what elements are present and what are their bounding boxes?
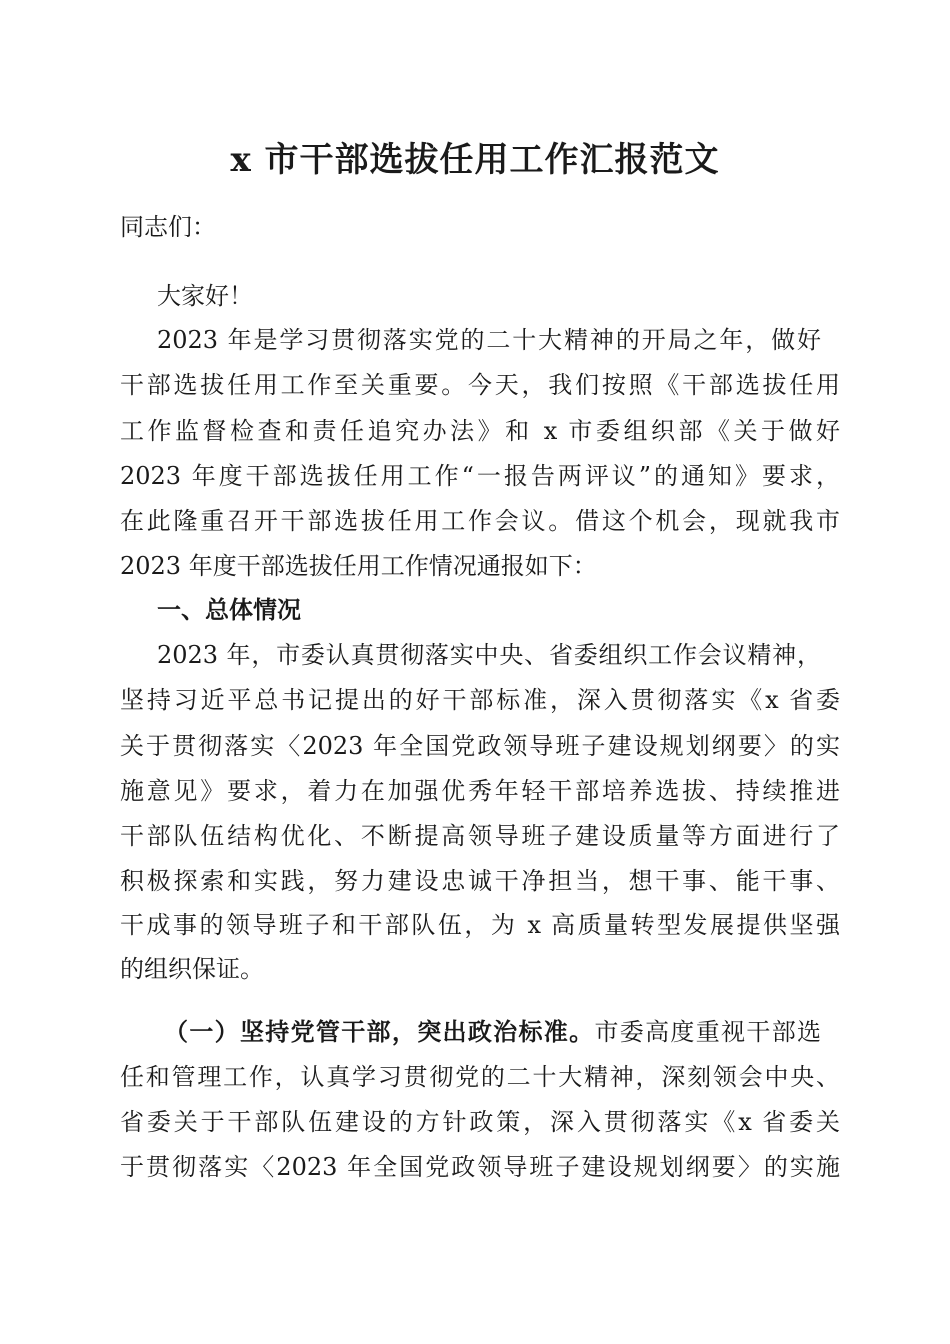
greeting: 大家好！ [157,282,253,310]
intro-line: 2023 年度干部选拔任用工作情况通报如下： [120,552,597,580]
subsection-first-line [164,1009,821,1055]
intro-line: 干部选拔任用工作至关重要。今天，我们按照《干部选拔任用 [120,371,840,399]
section1-line: 坚持习近平总书记提出的好干部标准，深入贯彻落实《x 省委 [120,686,840,714]
subsection-line: 省委关于干部队伍建设的方针政策，深入贯彻落实《x 省委关 [120,1108,840,1136]
section1-line: 干成事的领导班子和干部队伍，为 x 高质量转型发展提供坚强 [120,911,840,939]
salutation: 同志们： [120,213,216,241]
section1-line: 施意见》要求，着力在加强优秀年轻干部培养选拔、持续推进 [120,777,840,805]
subsection-line: 任和管理工作，认真学习贯彻党的二十大精神，深刻领会中央、 [120,1063,840,1091]
section1-line: 的组织保证。 [120,955,264,983]
section-heading: 一、总体情况 [157,596,301,624]
section1-line: 干部队伍结构优化、不断提高领导班子建设质量等方面进行了 [120,822,840,850]
intro-line: 工作监督检查和责任追究办法》和 x 市委组织部《关于做好 [120,417,840,445]
intro-line: 在此隆重召开干部选拔任用工作会议。借这个机会，现就我市 [120,507,840,535]
section1-line: 积极探索和实践，努力建设忠诚干净担当，想干事、能干事、 [120,867,840,895]
section1-line: 关于贯彻落实〈2023 年全国党政领导班子建设规划纲要〉的实 [120,732,840,760]
subsection-line: 于贯彻落实〈2023 年全国党政领导班子建设规划纲要〉的实施 [120,1153,840,1181]
subsection-lead: （一）坚持党管干部，突出政治标准。 [164,1017,595,1046]
subsection-first-line-rest: 市委高度重视干部选 [594,1018,822,1046]
document-title: x 市干部选拔任用工作汇报范文 [230,140,720,180]
intro-line: 2023 年是学习贯彻落实党的二十大精神的开局之年，做好 [157,326,821,354]
intro-line: 2023 年度干部选拔任用工作“一报告两评议”的通知》要求， [120,462,840,490]
section1-line: 2023 年，市委认真贯彻落实中央、省委组织工作会议精神， [157,641,821,669]
